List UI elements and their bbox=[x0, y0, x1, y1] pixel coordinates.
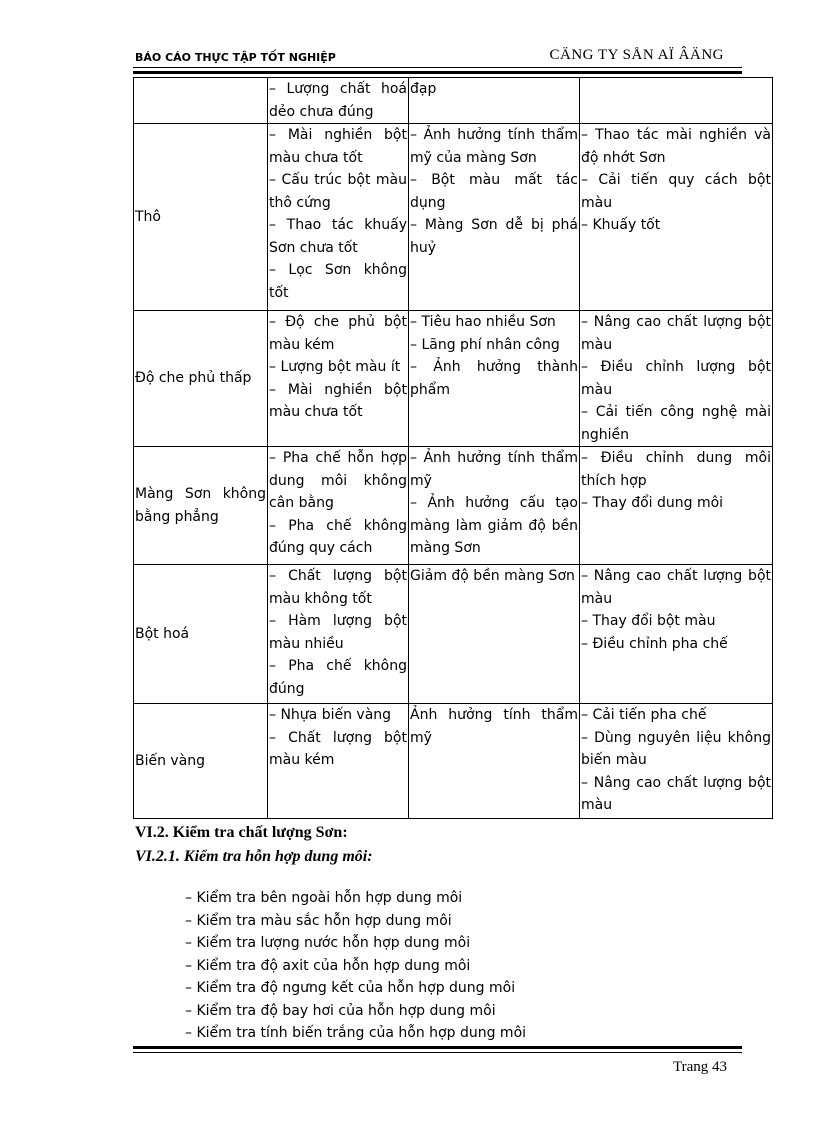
check-list bbox=[185, 887, 526, 1045]
cause-line: – Mài nghiền bột màu chưa tốt bbox=[269, 381, 407, 420]
cause-line: – Pha chế không đúng quy cách bbox=[269, 517, 407, 556]
fixe-line: – Điều chỉnh dung môi thích hợp bbox=[581, 450, 771, 489]
fixe-cell bbox=[580, 565, 773, 704]
fixe-line: – Nâng cao chất lượng bột màu bbox=[581, 568, 771, 607]
effect-cell bbox=[409, 311, 580, 447]
effect-line: Giảm độ bền màng Sơn bbox=[410, 568, 575, 584]
cause-line: – Lượng chất hoá dẻo chưa đúng bbox=[269, 81, 407, 120]
effect-line: – Tiêu hao nhiều Sơn bbox=[410, 314, 556, 330]
defect-cell: Bột hoá bbox=[134, 565, 268, 704]
effect-line: – Ảnh hưởng thành phẩm bbox=[410, 359, 578, 398]
defect-cell: Thô bbox=[134, 124, 268, 311]
fixe-line: – Dùng nguyên liệu không biến màu bbox=[581, 729, 771, 768]
cause-line: – Hàm lượng bột màu nhiều bbox=[269, 613, 407, 652]
cause-line: – Độ che phủ bột màu kém bbox=[269, 314, 407, 353]
list-item: – Kiểm tra lượng nước hỗn hợp dung môi bbox=[185, 935, 471, 951]
table-row bbox=[134, 311, 773, 447]
fixe-cell bbox=[580, 124, 773, 311]
footer-rule bbox=[133, 1046, 742, 1053]
effect-line: – Ảnh hưởng cấu tạo màng làm giảm độ bền màng Sơn bbox=[410, 495, 578, 556]
cause-line: – Chất lượng bột màu không tốt bbox=[269, 568, 407, 607]
cause-cell bbox=[268, 311, 409, 447]
fixe-cell bbox=[580, 78, 773, 124]
fixe-line: – Điều chỉnh pha chế bbox=[581, 635, 728, 652]
table-row bbox=[134, 447, 773, 565]
table-row bbox=[134, 704, 773, 819]
effect-line: – Lãng phí nhân công bbox=[410, 336, 560, 353]
cause-line: – Chất lượng bột màu kém bbox=[269, 729, 407, 768]
cause-line: – Cấu trúc bột màu thô cứng bbox=[269, 172, 407, 211]
cause-cell bbox=[268, 78, 409, 124]
cause-line: – Pha chế hỗn hợp dung môi không cân bằng bbox=[269, 450, 407, 511]
section-title: VI.2. Kiểm tra chất lượng Sơn: bbox=[135, 824, 348, 841]
fixe-line: – Khuấy tốt bbox=[581, 217, 661, 233]
effect-cell bbox=[409, 704, 580, 819]
effect-line: – Ảnh hưởng tính thẩm mỹ bbox=[410, 450, 578, 489]
effect-cell bbox=[409, 78, 580, 124]
list-item: – Kiểm tra độ ngưng kết của hỗn hợp dung môi bbox=[185, 980, 516, 996]
list-item: – Kiểm tra độ axit của hỗn hợp dung môi bbox=[185, 957, 471, 974]
defect-cell: Độ che phủ thấp bbox=[134, 311, 268, 447]
defect-cell: Biến vàng bbox=[134, 704, 268, 819]
page-number: Trang 43 bbox=[672, 1059, 727, 1075]
fixe-line: – Nâng cao chất lượng bột màu bbox=[581, 314, 771, 353]
effect-line: – Bột màu mất tác dụng bbox=[410, 172, 578, 211]
cause-line: – Thao tác khuấy Sơn chưa tốt bbox=[269, 217, 407, 256]
company-name: CÄNG TY SÅN AÏ ÂÄNG bbox=[549, 47, 724, 63]
list-item: – Kiểm tra độ bay hơi của hỗn hợp dung môi bbox=[185, 1002, 496, 1019]
effect-line: – Màng Sơn dễ bị phá huỷ bbox=[410, 217, 578, 256]
cause-line: – Mài nghiền bột màu chưa tốt bbox=[269, 127, 407, 166]
cause-cell bbox=[268, 704, 409, 819]
cause-cell bbox=[268, 565, 409, 704]
list-item: – Kiểm tra bên ngoài hỗn hợp dung môi bbox=[185, 890, 463, 906]
defects-table bbox=[133, 77, 773, 819]
cause-line: – Lọc Sơn không tốt bbox=[269, 262, 407, 301]
defect-cell bbox=[134, 78, 268, 124]
cause-line: – Nhựa biến vàng bbox=[269, 707, 392, 723]
cause-cell bbox=[268, 447, 409, 565]
effect-cell bbox=[409, 565, 580, 704]
list-item: – Kiểm tra tính biến trắng của hỗn hợp dung môi bbox=[185, 1025, 527, 1041]
header-rule bbox=[133, 67, 742, 74]
table-row bbox=[134, 124, 773, 311]
cause-line: – Pha chế không đúng bbox=[269, 658, 407, 697]
fixe-line: – Điều chỉnh lượng bột màu bbox=[581, 359, 771, 398]
fixe-cell bbox=[580, 704, 773, 819]
effect-line: Ảnh hưởng tính thẩm mỹ bbox=[410, 707, 578, 746]
fixe-line: – Cải tiến quy cách bột màu bbox=[581, 172, 771, 211]
fixe-line: – Cải tiến công nghệ mài nghiền bbox=[581, 404, 771, 443]
table-row bbox=[134, 78, 773, 124]
fixe-line: – Thay đổi dung môi bbox=[581, 495, 724, 511]
effect-line: đạp bbox=[410, 81, 437, 97]
cause-line: – Lượng bột màu ít bbox=[269, 359, 401, 375]
fixe-cell bbox=[580, 311, 773, 447]
list-item: – Kiểm tra màu sắc hỗn hợp dung môi bbox=[185, 912, 452, 929]
fixe-cell bbox=[580, 447, 773, 565]
effect-cell bbox=[409, 447, 580, 565]
table-row bbox=[134, 565, 773, 704]
subsection-title: VI.2.1. Kiểm tra hỗn hợp dung môi: bbox=[135, 848, 373, 865]
defect-cell: Màng Sơn không bằng phẳng bbox=[134, 447, 268, 565]
fixe-line: – Thao tác mài nghiền và độ nhớt Sơn bbox=[581, 127, 771, 166]
fixe-line: – Nâng cao chất lượng bột màu bbox=[581, 774, 771, 813]
cause-cell bbox=[268, 124, 409, 311]
effect-cell bbox=[409, 124, 580, 311]
report-title: BÁO CÁO THỰC TẬP TỐT NGHIỆP bbox=[135, 51, 336, 64]
effect-line: – Ảnh hưởng tính thẩm mỹ của màng Sơn bbox=[410, 127, 578, 166]
fixe-line: – Cải tiến pha chế bbox=[581, 707, 707, 723]
fixe-line: – Thay đổi bột màu bbox=[581, 613, 716, 629]
